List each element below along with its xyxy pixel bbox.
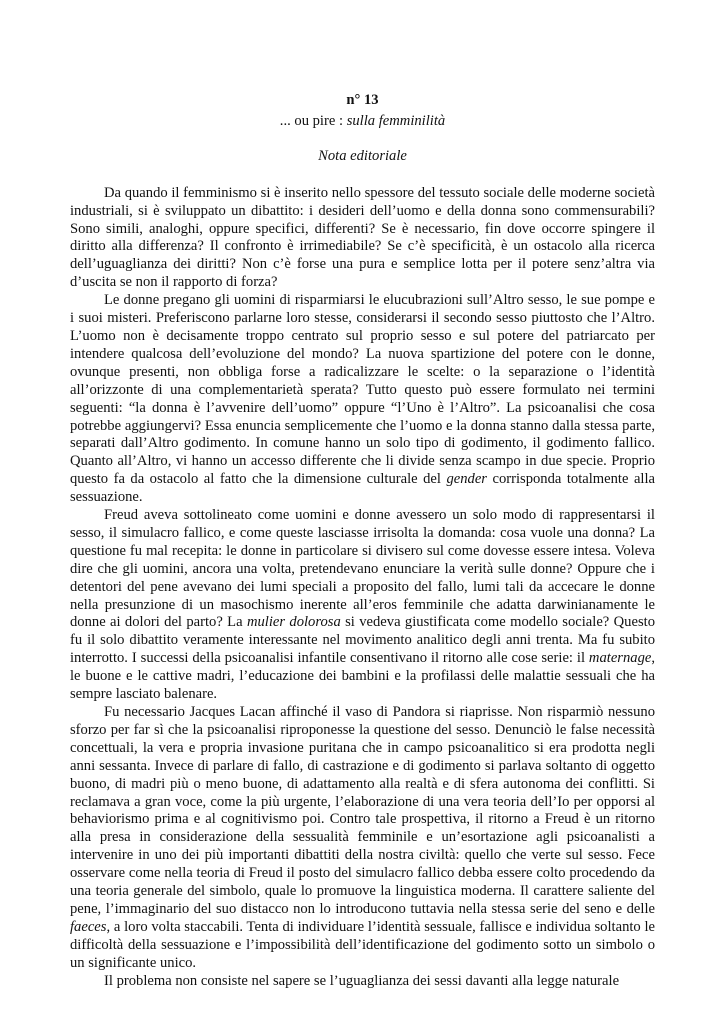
paragraph-2-text-b: corrisponda totalmente alla sessuazione.	[70, 471, 656, 506]
paragraph-3-text-c: , le buone e le cattive madri, l’educazione dei bambini e la profilassi delle malattie sessuali che ha sempre lasciato balenare.	[70, 650, 655, 703]
paragraph-4	[70, 704, 655, 973]
paragraph-2	[70, 292, 655, 507]
paragraph-3-italic-mulier: mulier dolorosa	[246, 614, 341, 631]
issue-subtitle	[70, 113, 655, 131]
paragraph-4-italic-faeces: faeces	[70, 918, 107, 935]
paragraph-3-italic-maternage: maternage	[588, 650, 652, 667]
paragraph-3-text-a: Freud aveva sottolineato come uomini e donne avessero un solo modo di rappresentarsi il sesso, il simulacro fallico, e come queste lasciasse irrisolta la domanda: cosa vuole una donna? La questione fu mal recepita: le donne in particolare si divisero sul come dovesse essere intesa. Voleva dire che gli uomini, ancora una volta, pretendevano enunciare la verità sulle donne? Oppure che i detentori del pene avevano dei lumi speciali a proposito del fallo, lumi tali da accecare le donne nella presunzione di un masochismo inerente all’eros femminile che adatta darwinianamente le donne ai dolori del parto? La	[70, 507, 655, 631]
paragraph-4-text-a: Fu necessario Jacques Lacan affinché il vaso di Pandora si riaprisse. Non risparmiò nessuno sforzo per far sì che la psicoanalisi riproponesse la questione del sesso. Denunciò le false necessità concettuali, la vera e propria invasione puritana che in campo psicoanalitico si era prodotta negli anni sessanta. Invece di parlare di fallo, di castrazione e di godimento si parlava soltanto di oggetto buono, di madri più o meno buone, di adattamento alla realtà e di sfera autonoma dei conflitti. Si reclamava a gran voce, come la più urgente, l’elaborazione di una vera teoria dell’Io per opporsi al behaviorismo prima e al cognitivismo poi. Contro tale prospettiva, il ritorno a Freud è un ritorno alla presa in considerazione della sessualità femminile e un’esortazione agli psicoanalisti a intervenire in uno dei più importanti dibattiti della nostra civiltà: quello che verte sul sesso. Fece osservare come nella teoria di Freud il posto del simulacro fallico debba essere colto procedendo da una teoria generale del simbolo, quale lo promuove la linguistica moderna. Il carattere saliente del pene, l’immaginario del suo distacco non lo introducono tuttavia nella stessa serie del seno e delle	[70, 704, 655, 917]
paragraph-2-italic-gender: gender	[446, 471, 487, 488]
paragraph-3-text-b: si vedeva giustificata come modello sociale? Questo fu il solo dibattito veramente interessante nel movimento analitico degli anni trenta. Ma fu subito interrotto. I successi della psicoanalisi infantile consentivano il ritorno alle cose serie: il	[70, 614, 655, 667]
paragraph-2-text-a: Le donne pregano gli uomini di risparmiarsi le elucubrazioni sull’Altro sesso, le sue pompe e i suoi misteri. Preferiscono parlarne loro stesse, considerarsi il secondo sesso piuttosto che l’Altro. L’uomo non è decisamente troppo centrato sul proprio sesso e sul potere del patriarcato per intendere qualcosa dell’evoluzione del mondo? La nuova spartizione del potere con le donne, ovunque presenti, non obbliga forse a radicalizzare le scelte: o la separazione o l’identità all’orizzonte di una complementarietà sperata? Tutto questo può essere formulato nei termini seguenti: “la donna è l’avvenire dell’uomo” oppure “l’Uno è l’Altro”. La psicoanalisi che cosa potrebbe aggiungervi? Essa enuncia semplicemente che l’uomo e la donna stanno dalla stessa parte, separati dall’Altro godimento. In comune hanno un solo tipo di godimento, il godimento fallico. Quanto all’Altro, vi hanno un accesso differente che li divide senza scampo in due specie. Proprio questo fa da ostacolo al fatto che la dimensione culturale del	[70, 292, 655, 488]
paragraph-3	[70, 507, 655, 704]
document-page	[70, 88, 655, 991]
issue-number: n° 13	[346, 92, 379, 108]
paragraph-4-text-b: , a loro volta staccabili. Tenta di individuare l’identità sessuale, fallisce e individua soltanto le difficoltà della sessuazione e l’impossibilità dell’identificazione del godimento sotto un simbolo o un significante unico.	[70, 918, 655, 971]
section-heading: Nota editoriale	[318, 147, 407, 164]
subtitle-plain: ... ou pire :	[279, 112, 347, 129]
paragraph-5: Il problema non consiste nel sapere se l’uguaglianza dei sessi davanti alla legge naturale	[104, 972, 620, 989]
subtitle-italic: sulla femminilità	[346, 112, 446, 129]
paragraph-1: Da quando il femminismo si è inserito nello spessore del tessuto sociale delle moderne società industriali, si è sviluppato un dibattito: i desideri dell’uomo e della donna sono commensurabili? Sono simili, analoghi, oppure specifici, differenti? Se è necessario, fin dove occorre spingere il diritto alla differenza? Il confronto è irrimediabile? Se c’è specificità, è un ostacolo alla ricerca dell’uguaglianza dei diritti? Non c’è forse una pura e semplice lotta per il potere senz’altra via d’uscita se non il rapporto di forza?	[70, 184, 655, 291]
